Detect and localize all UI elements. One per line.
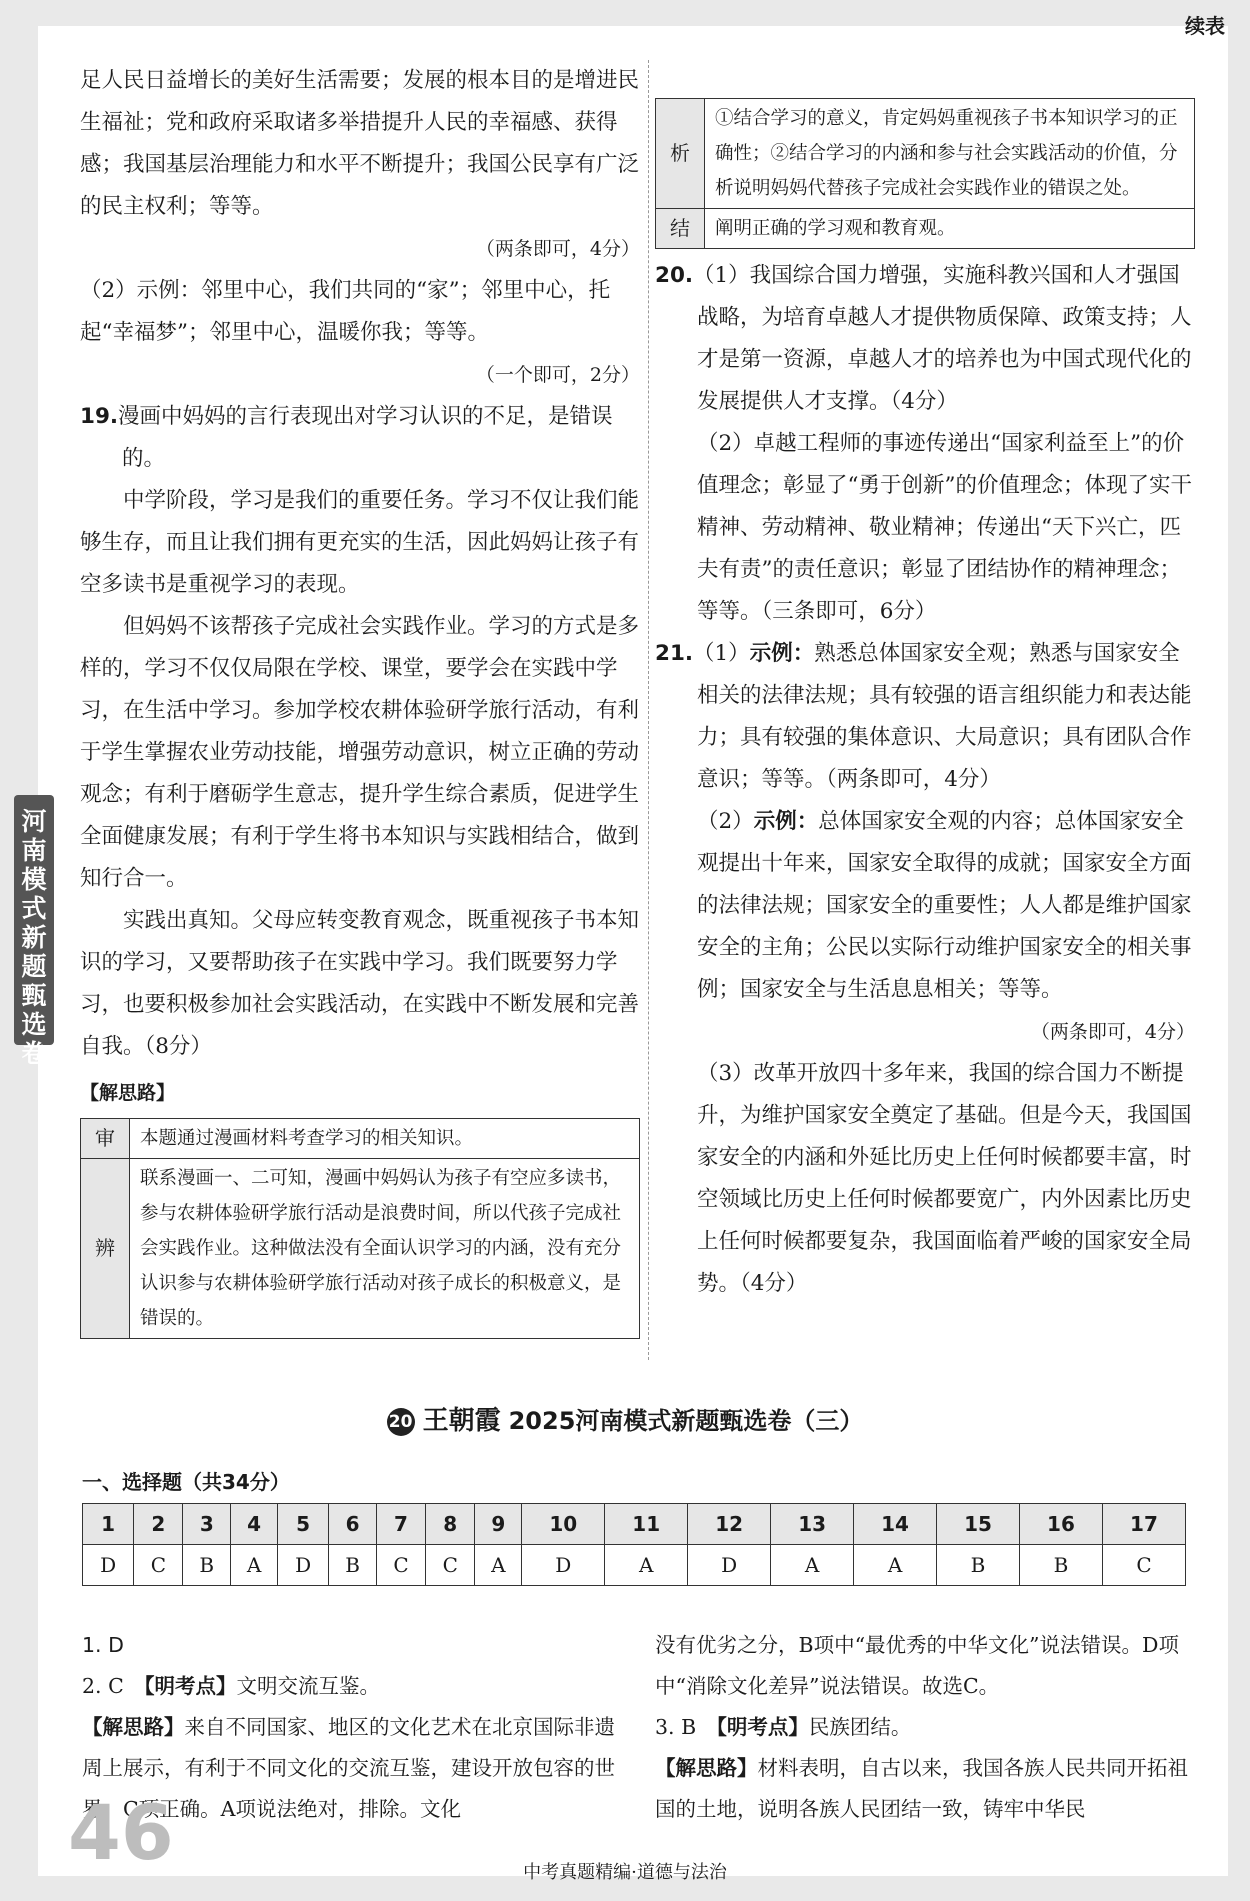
- section-title: [0, 1400, 1250, 1437]
- question-number-cell: 4: [231, 1504, 278, 1545]
- table-value: 联系漫画一、二可知，漫画中妈妈认为孩子有空应多读书，参与农耕体验研学旅行活动是浪费时间，所以代孩子完成社会实践作业。这种做法没有全面认识学习的内涵，没有充分认识参与农耕体验研学旅行活动对孩子成长的积极意义，是错误的。: [130, 1159, 640, 1339]
- question-number-cell: 11: [605, 1504, 688, 1545]
- question-number-cell: 6: [329, 1504, 377, 1545]
- paragraph: [697, 801, 1195, 1011]
- answer-cell: D: [688, 1545, 771, 1586]
- answer-cell: B: [329, 1545, 377, 1586]
- answer-cell: B: [1020, 1545, 1103, 1586]
- analysis-table-continued: [655, 98, 1195, 249]
- question-number-cell: 7: [376, 1504, 425, 1545]
- answer-cell: A: [475, 1545, 522, 1586]
- question-number-cell: 14: [854, 1504, 937, 1545]
- table-key: 辨: [81, 1159, 130, 1339]
- answer-cell: C: [426, 1545, 475, 1586]
- answer-cell: D: [83, 1545, 134, 1586]
- answer-cell: A: [231, 1545, 278, 1586]
- question-number-cell: 2: [134, 1504, 183, 1545]
- question-number-cell: 15: [937, 1504, 1020, 1545]
- circle-number: 20: [387, 1408, 415, 1436]
- answer-cell: D: [278, 1545, 329, 1586]
- example-tag: 示例：: [753, 809, 819, 834]
- question-number: 21.: [655, 641, 694, 666]
- table-key: 析: [656, 99, 705, 209]
- score-note: （一个即可，2分）: [475, 364, 640, 386]
- answer-line: 1. D: [82, 1633, 124, 1657]
- sub-index: （2）: [697, 809, 754, 834]
- answer-text: 漫画中妈妈的言行表现出对学习认识的不足，是错误的。: [118, 404, 613, 471]
- answer-table-header: [83, 1504, 1186, 1545]
- answer-cell: C: [1102, 1545, 1185, 1586]
- question-number-cell: 9: [475, 1504, 522, 1545]
- answer-key: 2. C: [82, 1674, 124, 1698]
- question-number-cell: 5: [278, 1504, 329, 1545]
- kaodian-text: 文明交流互鉴。: [236, 1674, 381, 1698]
- paragraph: （2）示例：邻里中心，我们共同的“家”；邻里中心，托起“幸福梦”；邻里中心，温暖你我；等等。: [80, 278, 611, 345]
- question-number-cell: 3: [183, 1504, 231, 1545]
- mc-heading: 一、选择题（共34分）: [82, 1470, 290, 1494]
- answer-table: [82, 1503, 1186, 1586]
- example-tag: 示例：: [749, 641, 815, 666]
- answer-line: [82, 1666, 627, 1707]
- table-value: 阐明正确的学习观和教育观。: [705, 209, 1195, 249]
- answer-text: （1）我国综合国力增强，实施科教兴国和人才强国战略，为培育卓越人才提供物质保障、政策支持；人才是第一资源，卓越人才的培养也为中国式现代化的发展提供人才支撑。（4分）: [693, 263, 1192, 414]
- answer-cell: A: [605, 1545, 688, 1586]
- paragraph: 但妈妈不该帮孩子完成社会实践作业。学习的方式是多样的，学习不仅仅局限在学校、课堂，要学会在实践中学习，在生活中学习。参加学校农耕体验研学旅行活动，有利于学生掌握农业劳动技能，增强劳动意识，树立正确的劳动观念；有利于磨砺学生意志，提升学生综合素质，促进学生全面健康发展；有利于学生将书本知识与实践相结合，做到知行合一。: [80, 614, 640, 891]
- answer-key: 3. B: [655, 1715, 697, 1739]
- answer-cell: A: [771, 1545, 854, 1586]
- question-number-cell: 1: [83, 1504, 134, 1545]
- answer-cell: C: [134, 1545, 183, 1586]
- score-note: （两条即可，4分）: [1030, 1021, 1195, 1043]
- continued-label: 续表: [1185, 14, 1225, 38]
- question-number-cell: 10: [522, 1504, 605, 1545]
- question-number-cell: 13: [771, 1504, 854, 1545]
- column-divider: [648, 60, 650, 1360]
- sub-index: （1）: [693, 641, 750, 666]
- jiesilu-tag: 【解思路】: [655, 1756, 758, 1780]
- page-number: 46: [68, 1788, 174, 1877]
- kaodian-tag: 【明考点】: [716, 1715, 809, 1739]
- paragraph: 中学阶段，学习是我们的重要任务。学习不仅让我们能够生存，而且让我们拥有更充实的生活，因此妈妈让孩子有空多读书是重视学习的表现。: [80, 488, 640, 597]
- question-number-cell: 17: [1102, 1504, 1185, 1545]
- question-number-cell: 16: [1020, 1504, 1103, 1545]
- left-column: [80, 60, 640, 1339]
- question-number: 19.: [80, 404, 119, 429]
- answer-table-row: [83, 1545, 1186, 1586]
- answer-cell: A: [854, 1545, 937, 1586]
- section-title-text: 2025河南模式新题甄选卷（三）: [508, 1407, 864, 1435]
- answer-line: [655, 1707, 1195, 1748]
- jiesilu-text: 材料表明，自古以来，我国各族人民共同开拓祖国的土地，说明各族人民团结一致，铸牢中华民: [655, 1756, 1188, 1821]
- answer-line: 没有优劣之分，B项中“最优秀的中华文化”说法错误。D项中“消除文化差异”说法错误。故选C。: [655, 1633, 1179, 1698]
- solution-heading: 【解思路】: [80, 1082, 176, 1104]
- answer-cell: D: [522, 1545, 605, 1586]
- score-note: （两条即可，4分）: [475, 238, 640, 260]
- paragraph: （2）卓越工程师的事迹传递出“国家利益至上”的价值理念；彰显了“勇于创新”的价值理念；体现了实干精神、劳动精神、敬业精神；传递出“天下兴亡，匹夫有责”的责任意识；彰显了团结协作的精神理念；等等。（三条即可，6分）: [697, 431, 1192, 624]
- question-number-cell: 8: [426, 1504, 475, 1545]
- paragraph: （3）改革开放四十多年来，我国的综合国力不断提升，为维护国家安全奠定了基础。但是今天，我国国家安全的内涵和外延比历史上任何时候都要丰富，时空领域比历史上任何时候都要宽广，内外因素比历史上任何时候都要复杂，我国面临着严峻的国家安全局势。（4分）: [697, 1061, 1192, 1296]
- kaodian-text: 民族团结。: [808, 1715, 912, 1739]
- bottom-right-column: [655, 1625, 1195, 1830]
- jiesilu-tag: 【解思路】: [82, 1715, 185, 1739]
- question-number-cell: 12: [688, 1504, 771, 1545]
- table-key: 审: [81, 1119, 130, 1159]
- answer-cell: C: [376, 1545, 425, 1586]
- table-value: 本题通过漫画材料考查学习的相关知识。: [130, 1119, 640, 1159]
- question-21: [655, 633, 1195, 801]
- question-number: 20.: [655, 263, 694, 288]
- brand-logo: 王朝霞: [422, 1406, 501, 1436]
- question-20: [655, 255, 1195, 423]
- question-19: [80, 396, 640, 480]
- right-column: [655, 98, 1195, 1305]
- answer-cell: B: [183, 1545, 231, 1586]
- table-value: ①结合学习的意义，肯定妈妈重视孩子书本知识学习的正确性；②结合学习的内涵和参与社会实践活动的价值，分析说明妈妈代替孩子完成社会实践作业的错误之处。: [705, 99, 1195, 209]
- table-key: 结: [656, 209, 705, 249]
- sidebar-tab: 河南模式新题甄选卷: [14, 795, 54, 1045]
- paragraph: 足人民日益增长的美好生活需要；发展的根本目的是增进民生福祉；党和政府采取诸多举措提升人民的幸福感、获得感；我国基层治理能力和水平不断提升；我国公民享有广泛的民主权利；等等。: [80, 68, 640, 219]
- answer-text: 熟悉总体国家安全观；熟悉与国家安全相关的法律法规；具有较强的语言组织能力和表达能力；具有较强的集体意识、大局意识；具有团队合作意识；等等。（两条即可，4分）: [697, 641, 1192, 792]
- analysis-table: [80, 1118, 640, 1339]
- kaodian-tag: 【明考点】: [144, 1674, 237, 1698]
- jiesilu-text: 来自不同国家、地区的文化艺术在北京国际非遗周上展示，有利于不同文化的交流互鉴，建设开放包容的世界，C项正确。A项说法绝对，排除。文化: [82, 1715, 615, 1821]
- footer: 中考真题精编·道德与法治: [523, 1862, 727, 1883]
- answer-line: [655, 1748, 1195, 1830]
- answer-cell: B: [937, 1545, 1020, 1586]
- answer-text: 总体国家安全观的内容；总体国家安全观提出十年来，国家安全取得的成就；国家安全方面的法律法规；国家安全的重要性；人人都是维护国家安全的主角；公民以实际行动维护国家安全的相关事例；国家安全与生活息息相关；等等。: [697, 809, 1192, 1002]
- paragraph: 实践出真知。父母应转变教育观念，既重视孩子书本知识的学习，又要帮助孩子在实践中学习。我们既要努力学习，也要积极参加社会实践活动，在实践中不断发展和完善自我。（8分）: [80, 908, 640, 1059]
